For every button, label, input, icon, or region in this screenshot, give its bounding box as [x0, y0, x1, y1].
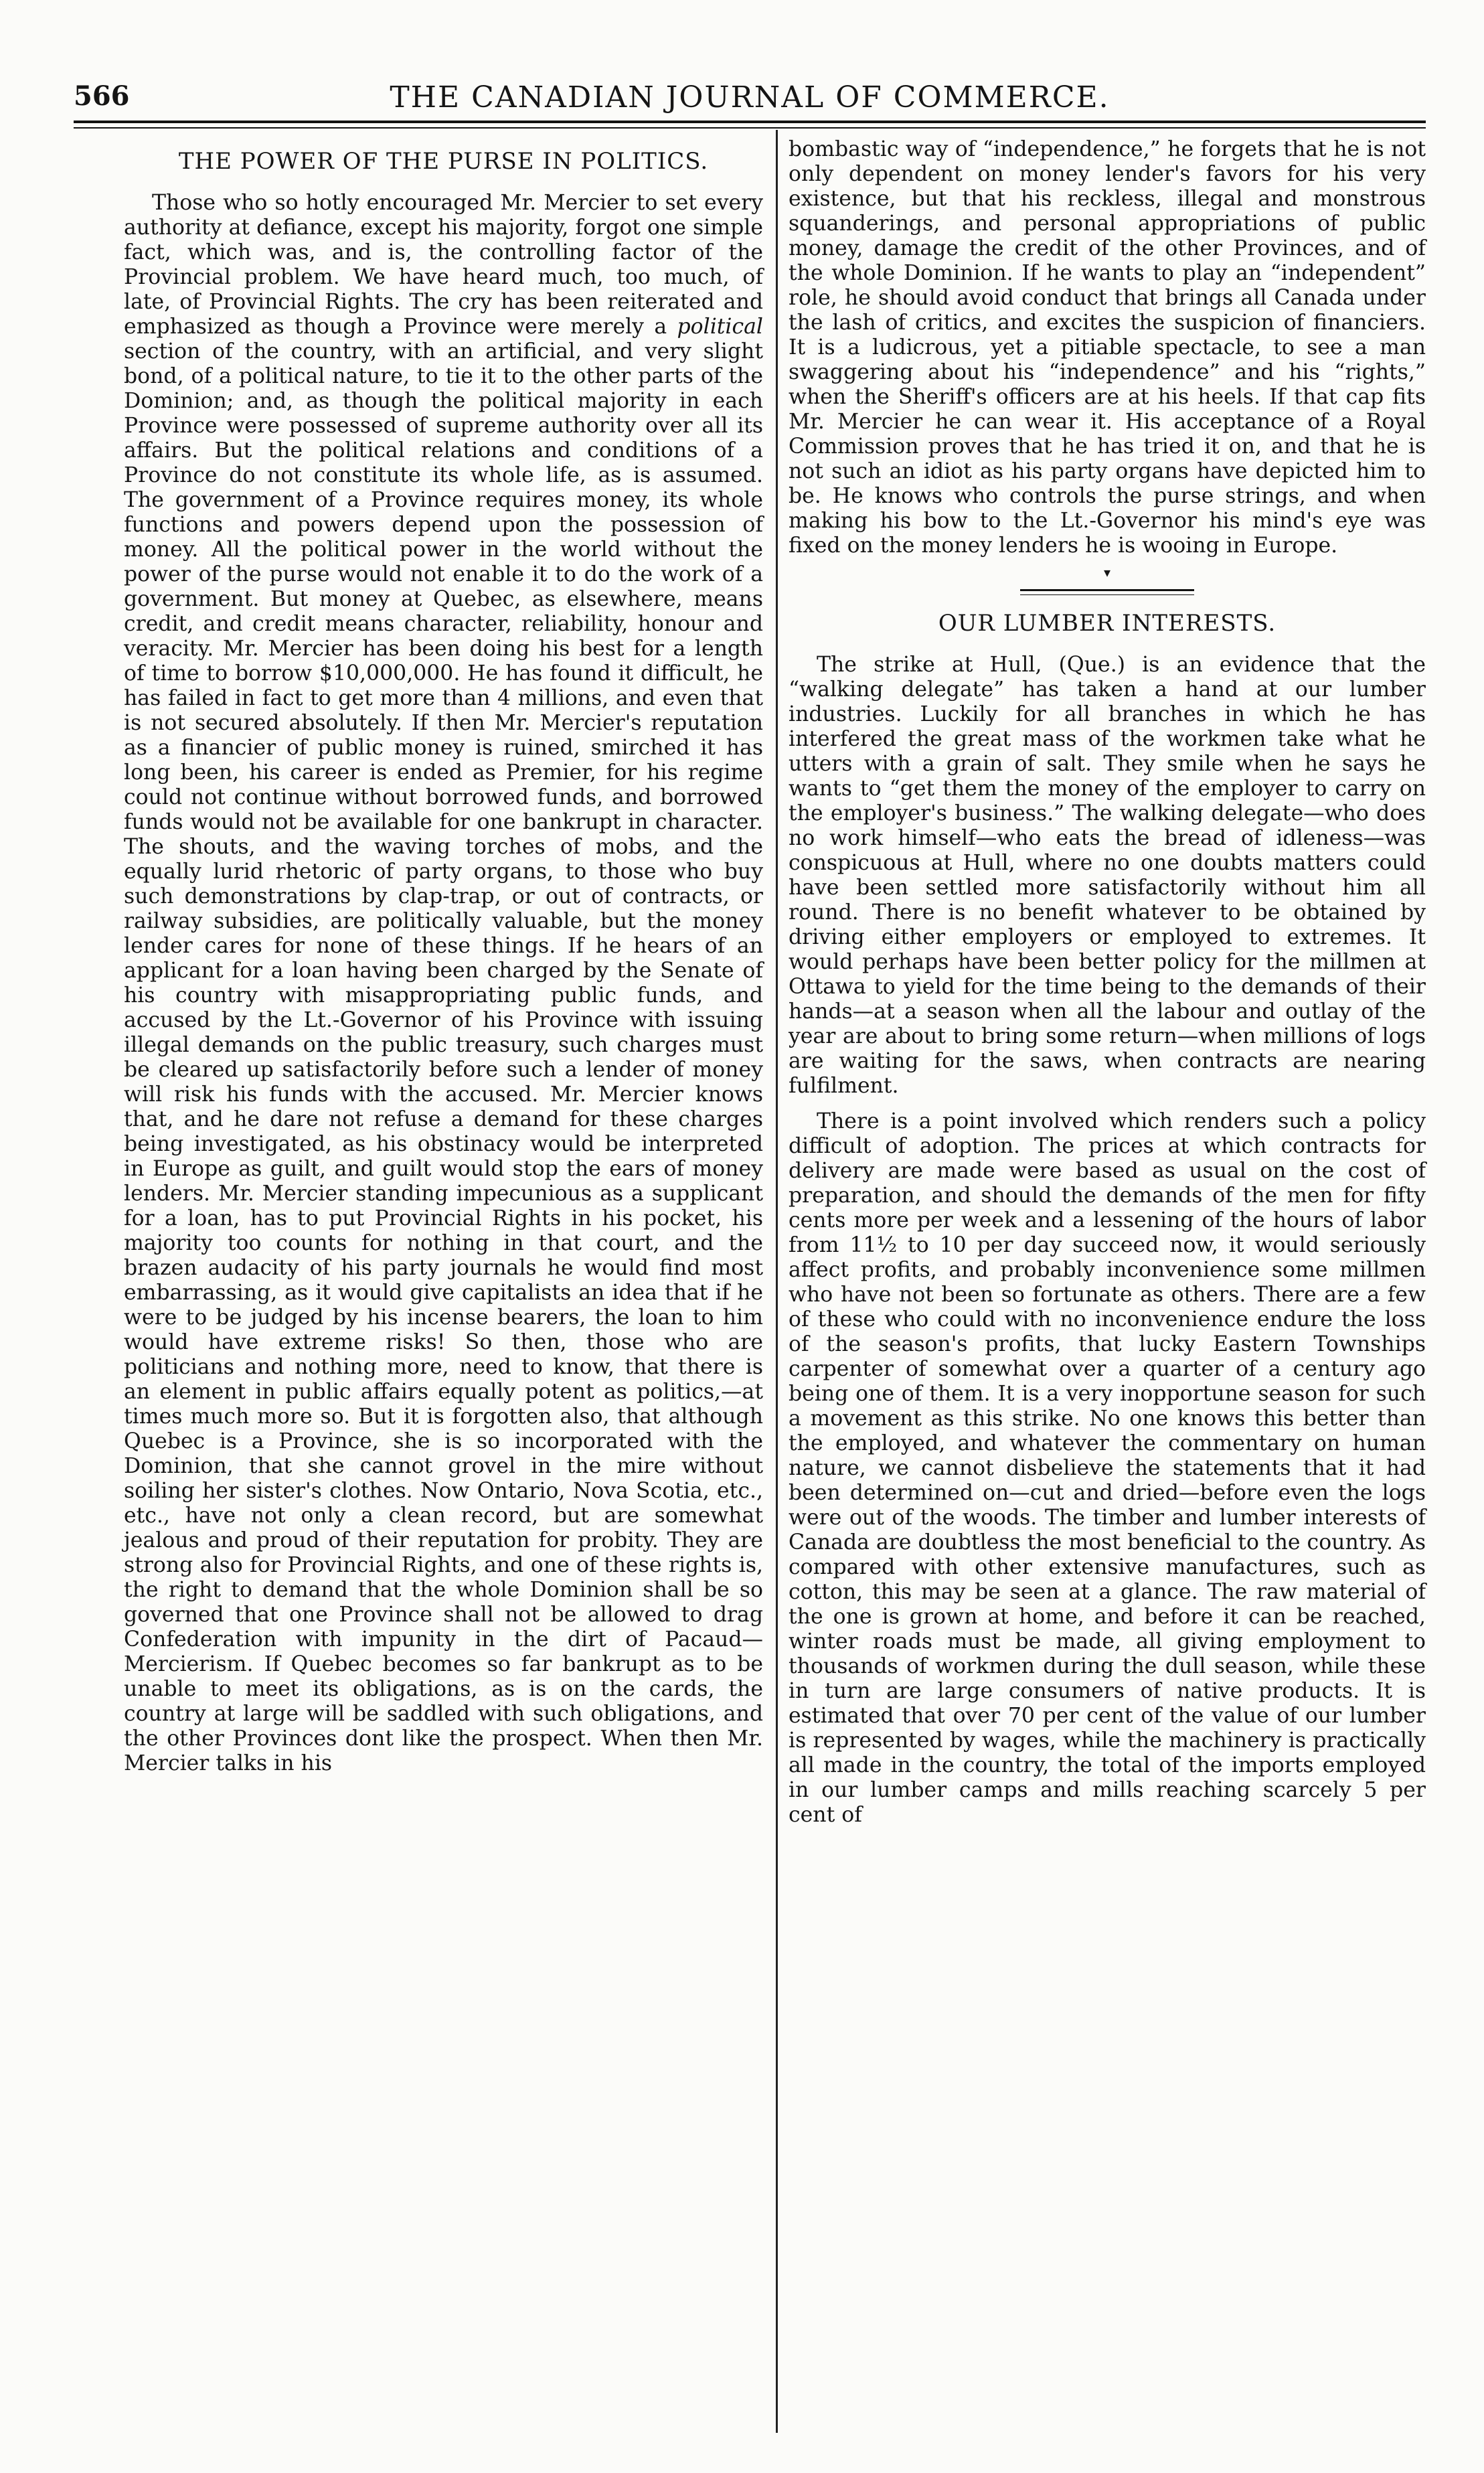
journal-title: THE CANADIAN JOURNAL OF COMMERCE.: [390, 80, 1110, 114]
separator-mark: ▾: [1103, 564, 1111, 580]
italic-word: political: [677, 315, 763, 339]
right-column: [789, 137, 1426, 1838]
page-number: 566: [74, 80, 130, 112]
article-paragraph: The strike at Hull, (Que.) is an evidence that the “walking delegate” has taken a hand at our lumber industries. Luckily for all branches in which he has interfered the great mass of the workmen take what he utters with a grain of salt. They smile when he says he wants to “get them the money of the employer to carry on the employer's business.” The walking delegate—who does no work himself—who eats the bread of idleness—was conspicuous at Hull, where no one doubts matters could have been settled more satisfactorily without him all round. There is no benefit whatever to be obtained by driving either employers or employed to extremes. It would perhaps have been better policy for the millmen at Ottawa to yield for the time being to the demands of their hands—at a season when all the labour and outlay of the year are about to bring some return—when millions of logs are waiting for the saws, when contracts are nearing fulfilment.: [789, 653, 1426, 1098]
article-heading-lumber-interests: OUR LUMBER INTERESTS.: [938, 610, 1276, 637]
article-heading-power-of-purse: THE POWER OF THE PURSE IN POLITICS.: [178, 148, 709, 175]
column-divider: [776, 130, 778, 2433]
paragraph-text: Those who so hotly encouraged Mr. Mercier to set every authority at defiance, except his majority, forgot one simple fact, which was, and is, the controlling factor of the Provincial problem. We have heard much, too much, of late, of Provincial Rights. The cry has been reiterated and emphasized as though a Province were merely a: [124, 191, 763, 339]
header-rule: [74, 121, 1426, 129]
article-paragraph: [124, 191, 763, 1776]
left-column: [124, 137, 763, 1787]
article-separator: [1020, 589, 1194, 595]
article-paragraph-continued: bombastic way of “independence,” he forgets that he is not only dependent on money lender's favors for his very existence, but that his reckless, illegal and monstrous squanderings, and personal appropriations of public money, damage the credit of the other Provinces, and of the whole Dominion. If he wants to play an “independent” role, he should avoid conduct that brings all Canada under the lash of critics, and excites the suspicion of financiers. It is a ludicrous, yet a pitiable spectacle, to see a man swaggering about his “independence” and his “rights,” when the Sheriff's officers are at his heels. If that cap fits Mr. Mercier he can wear it. His acceptance of a Royal Commission proves that he has tried it on, and that he is not such an idiot as his party organs have depicted him to be. He knows who controls the purse strings, and when making his bow to the Lt.-Governor his mind's eye was fixed on the money lenders he is wooing in Europe.: [789, 137, 1426, 558]
page-header: [74, 80, 1426, 121]
paragraph-text: section of the country, with an artificial, and very slight bond, of a political nature, to tie it to the other parts of the Dominion; and, as though the political majority in each Province were possessed of supreme authority over all its affairs. But the political relations and conditions of a Province do not constitute its whole life, as is assumed. The government of a Province requires money, its whole functions and powers depend upon the possession of money. All the political power in the world without the power of the purse would not enable it to do the work of a government. But money at Quebec, as elsewhere, means credit, and credit means character, reliability, honour and veracity. Mr. Mercier has been doing his best for a length of time to borrow $10,000,000. He has found it difficult, he has failed in fact to get more than 4 millions, and even that is not secured absolutely. If then Mr. Mercier's reputation as a financier of public money is ruined, smirched it has long been, his career is ended as Premier, for his regime could not continue without borrowed funds, and borrowed funds would not be available for one bankrupt in character. The shouts, and the waving torches of mobs, and the equally lurid rhetoric of party organs, to those who buy such demonstrations by clap-trap, or out of contracts, or railway subsidies, are politically valuable, but the money lender cares for none of these things. If he hears of an applicant for a loan having been charged by the Senate of his country with misappropriating public funds, and accused by the Lt.-Governor of his Province with issuing illegal demands on the public treasury, such charges must be cleared up satisfactorily before such a lender of money will risk his funds with the accused. Mr. Mercier knows that, and he dare not refuse a demand for these charges being investigated, as his obstinacy would be interpreted in Europe as guilt, and guilt would stop the ears of money lenders. Mr. Mercier standing impecunious as a supplicant for a loan, has to put Provincial Rights in his pocket, his majority too counts for nothing in that court, and the brazen audacity of his party journals he would find most embarrassing, as it would give capitalists an idea that if he were to be judged by his incense bearers, the loan to him would have extreme risks! So then, those who are politicians and nothing more, need to know, that there is an element in public affairs equally potent as politics,—at times much more so. But it is forgotten also, that although Quebec is a Province, she is so incorporated with the Dominion, that she cannot grovel in the mire without soiling her sister's clothes. Now Ontario, Nova Scotia, etc., etc., have not only a clean record, but are somewhat jealous and proud of their reputation for probity. They are strong also for Provincial Rights, and one of these rights is, the right to demand that the whole Dominion shall be so governed that one Province shall not be allowed to drag Confederation with impunity in the dirt of Pacaud—Mercierism. If Quebec becomes so far bankrupt as to be unable to meet its obligations, as is on the cards, the country at large will be saddled with such obligations, and the other Provinces dont like the prospect. When then Mr. Mercier talks in his: [124, 339, 763, 1775]
article-paragraph: There is a point involved which renders such a policy difficult of adoption. The prices at which contracts for delivery are made were based as usual on the cost of preparation, and should the demands of the men for fifty cents more per week and a lessening of the hours of labor from 11½ to 10 per day succeed now, it would seriously affect profits, and probably inconvenience some millmen who have not been so fortunate as others. There are a few of these who could with no inconvenience endure the loss of the season's profits, that lucky Eastern Townships carpenter of somewhat over a quarter of a century ago being one of them. It is a very inopportune season for such a movement as this strike. No one knows this better than the employed, and whatever the commentary on human nature, we cannot disbelieve the statements that it had been determined on—cut and dried—before even the logs were out of the woods. The timber and lumber interests of Canada are doubtless the most beneficial to the country. As compared with other extensive manufactures, such as cotton, this may be seen at a glance. The raw material of the one is grown at home, and before it can be reached, winter roads must be made, all giving employment to thousands of workmen during the dull season, while these in turn are large consumers of native products. It is estimated that over 70 per cent of the value of our lumber is represented by wages, while the machinery is practically all made in the country, the total of the imports employed in our lumber camps and mills reaching scarcely 5 per cent of: [789, 1109, 1426, 1827]
